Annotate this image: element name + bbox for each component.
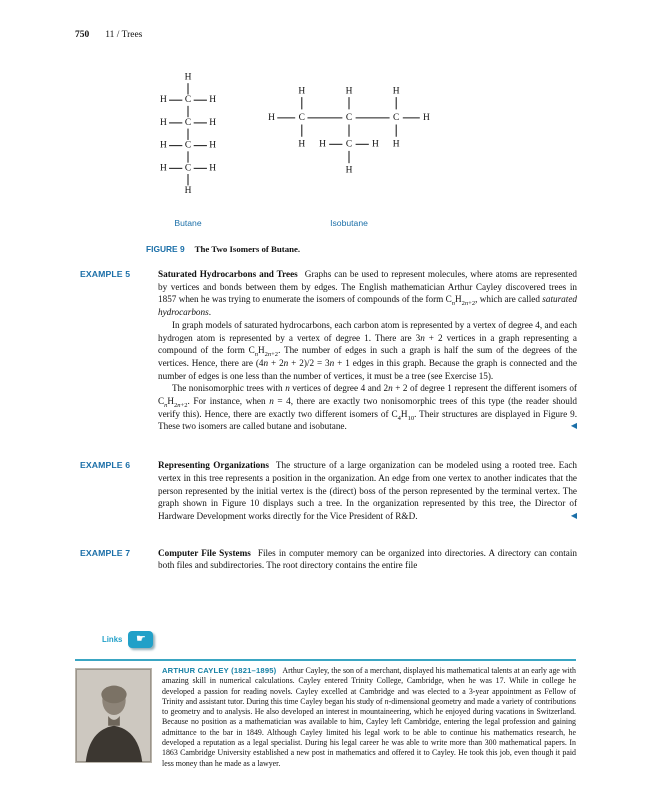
svg-text:C: C: [184, 117, 192, 128]
figure-9: [146, 68, 434, 228]
butane-structure-block: [146, 68, 230, 228]
example-6: [80, 459, 577, 523]
butane-caption: Butane: [174, 218, 202, 228]
running-head: 11 / Trees: [105, 30, 143, 40]
example-5-paragraph-3: The nonisomorphic trees with n vertices of degree 4 and 2n + 2 of degree 1 represent the different isomers of $C_nH_{2n+2}$. For instance, when n = 4, there are exactly two nonisomorphic trees of this type (the reader should verify this). Hence, there are exactly two different isomers of $C_4H_{10}$. Their structures are displayed in Figure 9. These two isomers are called butane and isobutane. ◀: [158, 383, 577, 432]
svg-text:H: H: [422, 112, 430, 123]
svg-text:H: H: [372, 139, 379, 150]
page-header: [75, 30, 142, 40]
svg-text:H: H: [298, 139, 306, 150]
example-6-body: [158, 459, 577, 523]
example-7-body: [158, 547, 577, 572]
svg-text:H: H: [184, 186, 192, 197]
example-7-label: EXAMPLE 7: [80, 547, 131, 558]
hand-pointer-glyph: ☛: [135, 633, 146, 645]
svg-text:H: H: [345, 86, 353, 97]
svg-text:H: H: [209, 140, 217, 151]
isobutane-caption: Isobutane: [330, 218, 368, 228]
svg-text:C: C: [184, 95, 192, 106]
svg-text:H: H: [392, 139, 400, 150]
svg-text:H: H: [159, 95, 167, 106]
svg-text:C: C: [393, 112, 400, 123]
svg-text:C: C: [345, 139, 353, 150]
section-divider: [75, 659, 576, 661]
svg-text:H: H: [159, 140, 167, 151]
cayley-portrait: [75, 668, 152, 763]
isobutane-structure-block: [264, 68, 434, 228]
svg-text:H: H: [345, 165, 353, 176]
example-5-body: [158, 268, 577, 433]
svg-text:H: H: [209, 163, 217, 174]
figure-title: The Two Isomers of Butane.: [194, 244, 301, 254]
example-5: [80, 268, 577, 433]
example-5-text-1: Graphs can be used to represent molecules, where atoms are represented by vertices and bonds between them by edges. The English mathematician Arthur Cayley discovered trees in 1857 when he was trying to enumerate the isomers of compounds of the form $C_nH_{2n+2}$, which are called saturated hydrocarbons.: [158, 269, 577, 318]
example-5-title: Saturated Hydrocarbons and Trees: [158, 269, 298, 279]
example-6-paragraph-1: [158, 459, 577, 523]
isobutane-structure-diagram: [264, 82, 434, 200]
example-6-label: EXAMPLE 6: [80, 460, 131, 471]
examples-section: [80, 268, 577, 572]
svg-text:C: C: [184, 163, 192, 174]
hand-pointer-icon[interactable]: [128, 631, 153, 648]
butane-structure-diagram: [148, 68, 228, 210]
biography-box: [75, 666, 576, 769]
example-7: [80, 547, 577, 572]
svg-text:H: H: [268, 112, 276, 123]
svg-text:H: H: [209, 117, 217, 128]
links-label: Links: [102, 635, 123, 644]
svg-text:C: C: [298, 112, 305, 123]
svg-text:H: H: [209, 95, 217, 106]
figure-9-caption: [146, 244, 300, 254]
svg-text:C: C: [184, 140, 192, 151]
page-number: 750: [75, 30, 90, 40]
example-6-text-1: The structure of a large organization can be modeled using a rooted tree. Each vertex in this tree represents a position in the organization. An edge from one vertex to another indicates that the person represented by the initial vertex is the (direct) boss of the person represented by the terminal vertex. The graph shown in Figure 10 displays such a tree. In the organization represented by this tree, the Director of Hardware Development works directly for the Vice President of R&D. ◀: [158, 460, 577, 521]
example-5-label: EXAMPLE 5: [80, 269, 131, 279]
figure-label: FIGURE 9: [146, 244, 185, 254]
svg-text:H: H: [159, 117, 167, 128]
example-7-text-1: Files in computer memory can be organized into directories. A directory can contain both files and subdirectories. The root directory contains the entire file: [158, 547, 577, 571]
svg-text:H: H: [298, 86, 306, 97]
biography-name: ARTHUR CAYLEY (1821–1895): [162, 666, 277, 675]
svg-text:H: H: [319, 139, 326, 150]
svg-text:H: H: [159, 163, 167, 174]
example-6-title: Representing Organizations: [158, 460, 269, 471]
svg-text:H: H: [392, 86, 400, 97]
example-7-title: Computer File Systems: [158, 547, 251, 558]
example-5-paragraph-2: In graph models of saturated hydrocarbons, each carbon atom is represented by a vertex of degree 4, and each hydrogen atom is represented by a vertex of degree 1. There are 3n + 2 vertices in a graph representing a compound of the form $C_nH_{2n+2}$. The number of edges in such a graph is half the sum of the degrees of the vertices. Hence, there are (4n + 2n + 2)/2 = 3n + 1 edges in this graph. Because the graph is connected and the number of edges is one less than the number of vertices, it must be a tree (see Exercise 15).: [158, 319, 577, 381]
biography-text: Arthur Cayley, the son of a merchant, displayed his mathematical talents at an early age with amazing skill in numerical calculations. Cayley entered Trinity College, Cambridge, when he was 17. While in college he developed a passion for reading novels. Cayley excelled at Cambridge and was elected to a 3-year appointment as Fellow of Trinity and assistant tutor. During this time Cayley began his study of n-dimensional geometry and made a variety of contributions to geometry and to analysis. He also developed an interest in mountaineering, which he enjoyed during vacations in Switzerland. Because no position as a mathematician was available to him, Cayley left Cambridge, entering the legal profession and gaining admittance to the bar in 1849. Although Cayley limited his legal work to be able to continue his mathematics research, he developed a reputation as a legal specialist. During his legal career he was able to write more than 300 mathematical papers. In 1863 Cambridge University established a new post in mathematics and offered it to Cayley. He took this job, even though it paid less money than he made as a lawyer.: [162, 666, 576, 768]
svg-text:H: H: [184, 72, 192, 83]
example-5-paragraph-1: [158, 268, 577, 319]
svg-text:C: C: [345, 112, 353, 123]
links-marker: [102, 631, 153, 648]
example-7-paragraph-1: [158, 547, 577, 572]
